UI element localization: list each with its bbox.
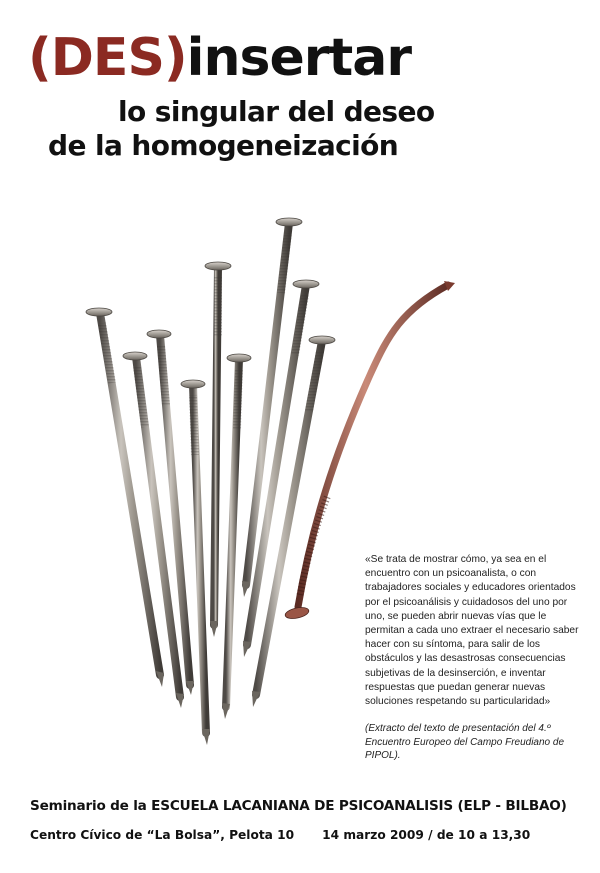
quote-source: (Extracto del texto de presentación del 4.º Encuentro Europeo del Campo Freudiano de PIPOL). <box>365 723 565 762</box>
date-text: 14 marzo 2009 / de 10 a 13,30 <box>322 828 531 842</box>
seminar-line: Seminario de la ESCUELA LACANIANA DE PSICOANALISIS (ELP - BILBAO) <box>30 798 567 814</box>
title-prefix: (DES) <box>28 28 187 88</box>
venue-text: Centro Cívico de “La Bolsa”, Pelota 10 <box>30 828 295 842</box>
page-title <box>28 30 411 86</box>
venue-date-line <box>30 828 530 842</box>
title-main: insertar <box>186 28 411 88</box>
nail-8 <box>243 280 319 657</box>
subtitle-line-2: de la homogeneización <box>48 129 399 162</box>
quote-text: «Se trata de mostrar cómo, ya sea en el encuentro con un psicoanalista, o con trabajadores sociales y educadores orientados por el psicoanálisis y cuidadosos del uno por uno, se pueden abrir nuevas vías que le permitan a cada uno extraer el necesario saber hacer con su síntoma, para salir de los obstáculos y las desastrosas consecuencias subjetivas de la desinserción, e inventar respuestas que puedan generar nuevas soluciones respetando su particularidad» <box>365 554 579 708</box>
subtitle-line-1: lo singular del deseo <box>118 95 435 128</box>
nail-7 <box>242 218 302 597</box>
